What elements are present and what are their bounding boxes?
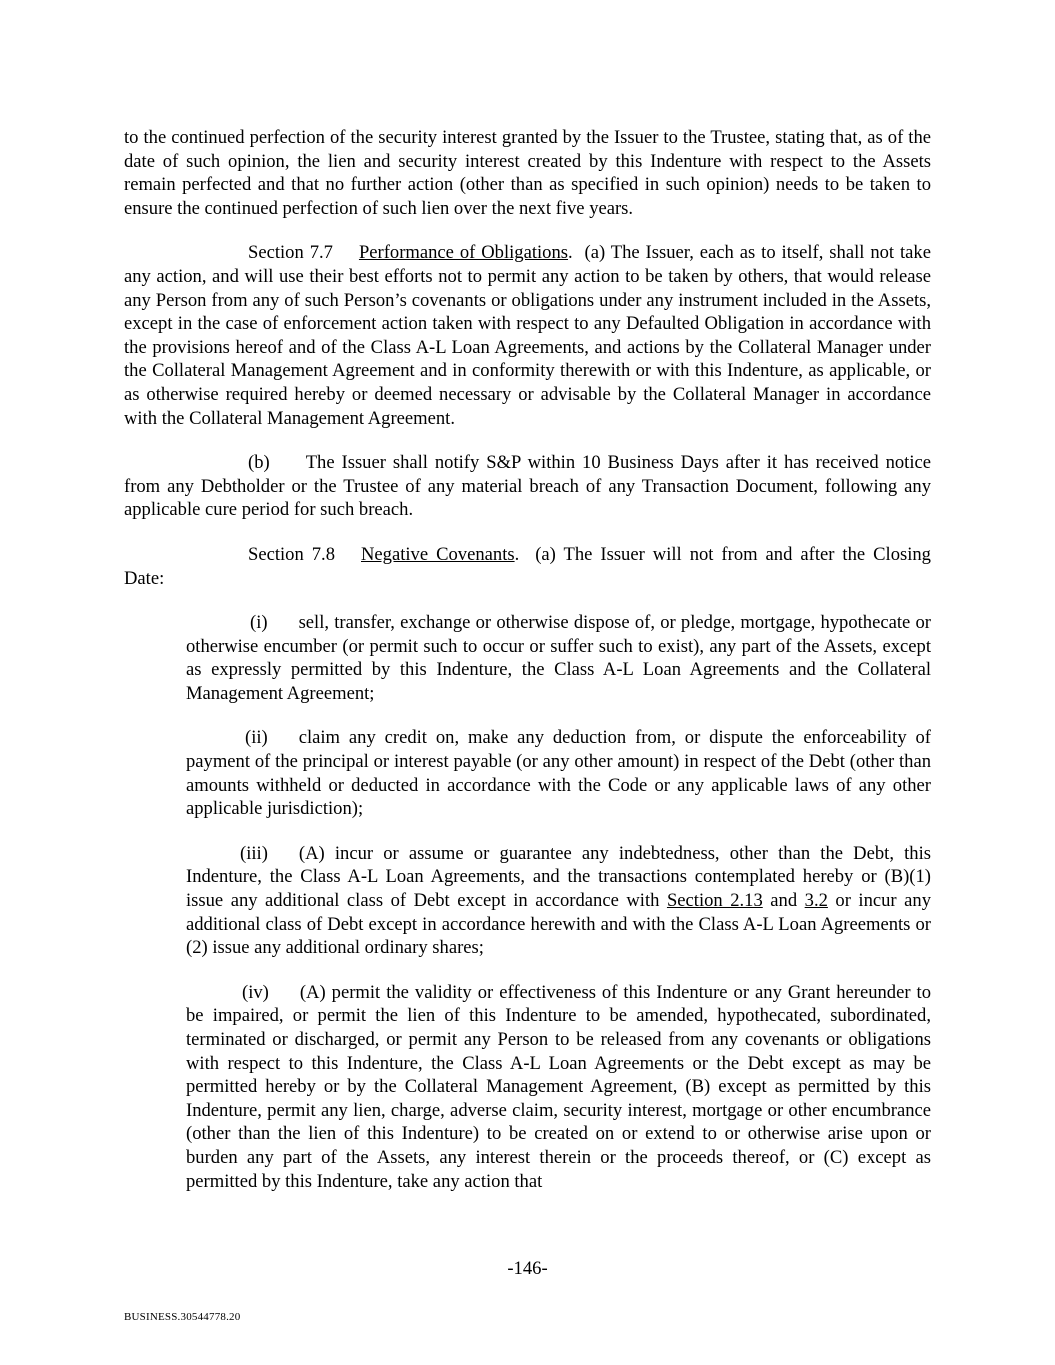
item-ii-paragraph	[186, 726, 931, 820]
section-7-7-label: Section 7.7	[248, 242, 333, 264]
section-3-2-link[interactable]: 3.2	[804, 890, 828, 912]
section-2-13-link[interactable]: Section 2.13	[666, 890, 763, 912]
item-iii-paragraph	[186, 842, 931, 960]
continuation-paragraph: to the continued perfection of the security interest granted by the Issuer to the Trustee, stating that, as of the date of such opinion, the lien and security interest created by this Indenture with respect to the Assets remain perfected and that no further action (other than as specified in such opinion) needs to be taken to ensure the continued perfection of such lien over the next five years.	[124, 127, 931, 219]
clause-b-label: (b)	[248, 452, 270, 474]
item-iii-and: and	[770, 890, 798, 912]
clause-b-body: The Issuer shall notify S&P within 10 Business Days after it has received notice from any Debtholder or the Trustee of any material breach of any Transaction Document, following any applicable cure period for such breach.	[124, 452, 931, 521]
section-7-8-title: Negative Covenants	[361, 543, 515, 565]
section-7-7-title: Performance of Obligations	[358, 242, 569, 264]
item-i-paragraph	[186, 611, 931, 705]
item-iii-body-a: (A) incur or assume or guarantee any indebtedness, other than the Debt, this Indenture, the Class A-L Loan Agreements, and the transactions contemplated hereby or (B)(1) issue any additional class of Debt except in accordance with	[186, 842, 931, 912]
item-iv-paragraph	[186, 981, 931, 1193]
document-id: BUSINESS.30544778.20	[124, 1311, 241, 1323]
item-i-body: sell, transfer, exchange or otherwise dispose of, or pledge, mortgage, hypothecate or otherwise encumber (or permit such to occur or suffer such to exist), any part of the Assets, except as expressly permitted by this Indenture, the Class A-L Loan Agreements and the Collateral Management Agreement;	[186, 612, 931, 704]
section-7-8-paragraph: Section 7.8 Negative Covenants. (a) The Issuer will not from and after the Closing Date:	[124, 543, 931, 589]
section-7-7-body: (a) The Issuer, each as to itself, shall not take any action, and will use their best efforts not to permit any action to be taken by others, that would release any Person from any of such Person’s covenants or obligations under any instrument included in the Assets, except in the case of enforcement action taken with respect to any Defaulted Obligation in accordance with the provisions hereof and of the Class A-L Loan Agreements, and actions by the Collateral Manager under the Collateral Management Agreement and in conformity therewith or with this Indenture, as applicable, or as otherwise required hereby or deemed necessary or advisable by the Collateral Manager in accordance with the Collateral Management Agreement.	[124, 242, 931, 429]
clause-b-paragraph	[124, 451, 931, 522]
item-ii-label: (ii)	[245, 727, 268, 749]
item-i-label: (i)	[250, 612, 268, 634]
item-iii-label: (iii)	[240, 842, 268, 864]
page-body	[124, 126, 931, 1214]
section-7-7-paragraph: Section 7.7 Performance of Obligations. (a) The Issuer, each as to itself, shall not take any action, and will use their best efforts not to permit any action to be taken by others, that would release any Person from any of such Person’s covenants or obligations under any instrument included in the Assets, except in the case of enforcement action taken with respect to any Defaulted Obligation in accordance with the provisions hereof and of the Class A-L Loan Agreements, and actions by the Collateral Manager under the Collateral Management Agreement and in conformity therewith or with this Indenture, as applicable, or as otherwise required hereby or deemed necessary or advisable by the Collateral Manager in accordance with the Collateral Management Agreement.	[124, 242, 931, 429]
item-iv-body: (A) permit the validity or effectiveness of this Indenture or any Grant hereunder to be impaired, or permit the lien of this Indenture to be amended, hypothecated, subordinated, terminated or discharged, or permit any Person to be released from any covenants or obligations with respect to this Indenture, the Class A-L Loan Agreements or the Debt except as may be permitted hereby or by the Collateral Management Agreement, (B) except as permitted by this Indenture, permit any lien, charge, adverse claim, security interest, mortgage or other encumbrance (other than the lien of this Indenture) to be created on or extend to or otherwise arise upon or burden any part of the Assets, any interest therein or the proceeds thereof, or (C) except as permitted by this Indenture, take any action that	[186, 981, 931, 1192]
item-iii-body-b: or incur any additional class of Debt except in accordance herewith and with the Class A-L Loan Agreements or (2) issue any additional ordinary shares;	[186, 890, 931, 959]
page-number: -146-	[507, 1258, 548, 1279]
section-7-8-body: (a) The Issuer will not from and after the Closing Date:	[124, 543, 931, 589]
section-7-8-label: Section 7.8	[248, 543, 335, 565]
item-iv-label: (iv)	[242, 981, 269, 1003]
item-ii-body: claim any credit on, make any deduction from, or dispute the enforceability of payment of the principal or interest payable (or any other amount) in respect of the Debt (other than amounts withheld or deducted in accordance with the Code or any applicable laws of any other applicable jurisdiction);	[186, 727, 931, 820]
